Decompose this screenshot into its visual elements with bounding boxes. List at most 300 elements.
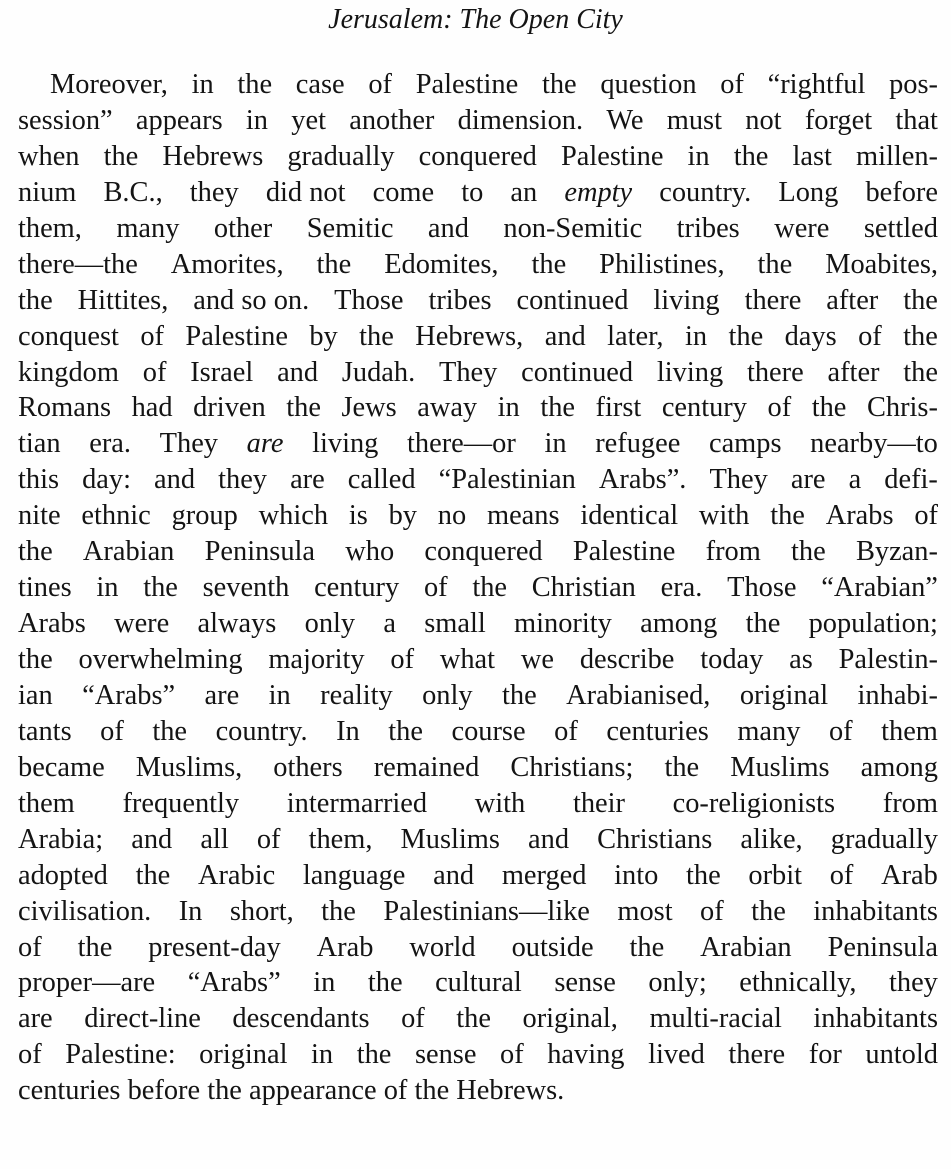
text-line [18, 1073, 938, 1109]
word: Hebrews [162, 140, 264, 172]
word: of [914, 500, 938, 532]
word: tants [18, 715, 72, 747]
word: only [422, 679, 473, 711]
text-line [18, 678, 938, 714]
text-line [18, 498, 938, 534]
word: of [140, 320, 164, 352]
word: yet [291, 104, 326, 136]
text-line [18, 355, 938, 391]
word: there—the [18, 248, 138, 280]
word: means [487, 500, 560, 532]
word: the [367, 967, 403, 999]
text-line [18, 822, 938, 858]
word: Arabic [197, 859, 276, 891]
word: them, [308, 823, 373, 855]
word: era. [89, 428, 131, 460]
word: in [687, 140, 710, 172]
word: inhabi- [857, 679, 938, 711]
word: tian [18, 428, 61, 460]
word: They [709, 464, 768, 496]
word: seventh [202, 572, 290, 604]
word: of [383, 1075, 415, 1107]
word: no [437, 500, 467, 532]
word: this [18, 464, 60, 496]
word: the [103, 140, 139, 172]
word: from [705, 536, 761, 568]
word: are [204, 679, 240, 711]
word: “rightful [767, 69, 866, 100]
word: Christians; [510, 751, 634, 783]
word: Christian [531, 572, 636, 604]
word: were [114, 608, 170, 640]
word: Arabs [825, 500, 894, 532]
word: of [829, 859, 854, 891]
word: describe [579, 644, 675, 675]
word: cultural [435, 967, 522, 999]
word: original [199, 1039, 288, 1071]
word: the [472, 572, 508, 604]
word: Moabites, [825, 248, 938, 280]
word: only [304, 608, 356, 640]
word: and [544, 320, 586, 352]
word: of [828, 715, 853, 747]
text-line [18, 786, 938, 822]
word: a [848, 464, 862, 496]
text-line [18, 67, 938, 103]
word: Hebrews, [415, 320, 524, 352]
word: untold [865, 1039, 938, 1071]
word: in [313, 967, 336, 999]
word: present-day [148, 931, 281, 963]
word: an [510, 176, 538, 208]
word: the [152, 715, 188, 747]
word: the [629, 931, 665, 963]
word: come [372, 176, 435, 208]
word: in [311, 1039, 334, 1071]
word: tribes [428, 284, 492, 316]
word: only; [648, 967, 707, 999]
word: the [733, 140, 769, 172]
word: lived [648, 1039, 705, 1071]
word: adopted [18, 859, 108, 891]
text-line [18, 570, 938, 606]
word: frequently [122, 787, 240, 819]
word: Arabs”. [598, 464, 687, 496]
word: multi-racial [649, 1003, 782, 1035]
word: Palestinians—like [383, 895, 590, 927]
word: identical [580, 500, 679, 532]
word: the [531, 248, 567, 280]
word: them [881, 715, 938, 747]
word: Palestin- [838, 644, 938, 675]
word: first [595, 392, 642, 424]
word: the [751, 895, 786, 927]
word: and so on. [193, 284, 310, 316]
word: today [700, 644, 764, 675]
word: small [424, 608, 486, 640]
word: conquered [424, 536, 543, 568]
word: world [409, 931, 476, 963]
word: Peninsula [827, 931, 938, 963]
word: Arabs [18, 608, 86, 640]
word: the [456, 1003, 491, 1035]
word: conquest [18, 320, 119, 352]
word: of [18, 1039, 42, 1071]
word: of [767, 392, 792, 424]
word: Muslims, [135, 751, 243, 783]
word: Israel [190, 356, 254, 388]
word: minority [514, 608, 612, 640]
word: proper—are [18, 967, 156, 999]
word: are [290, 464, 325, 496]
word: of [390, 644, 415, 675]
word: They [439, 356, 498, 388]
word: sense [554, 967, 616, 999]
word: most [617, 895, 673, 927]
word: Hebrews. [456, 1075, 565, 1107]
text-line [18, 247, 938, 283]
word: to [461, 176, 484, 208]
word: in [497, 392, 520, 424]
word: day: [82, 464, 131, 496]
text-line [18, 750, 938, 786]
word: which [258, 500, 329, 532]
word: the [207, 1075, 249, 1107]
word: ian [18, 679, 53, 711]
word: in [544, 428, 567, 460]
word: always [197, 608, 277, 640]
word: Judah. [341, 356, 416, 388]
text-line [18, 390, 938, 426]
word: tribes [676, 212, 740, 244]
word: the [791, 536, 826, 568]
word: pos- [889, 69, 938, 100]
word: of [700, 895, 724, 927]
word: the [286, 392, 321, 424]
word: are [246, 428, 284, 460]
text-line [18, 175, 938, 211]
word: is [348, 500, 368, 532]
word: They [159, 428, 218, 460]
word: short, [229, 895, 294, 927]
word: the [541, 69, 577, 100]
word: country. [215, 715, 308, 747]
word: the [18, 536, 53, 568]
word: settled [863, 212, 938, 244]
word: before [127, 1075, 208, 1107]
word: later, [607, 320, 664, 352]
word: dimension. [457, 104, 584, 136]
word: the [686, 859, 721, 891]
word: Peninsula [204, 536, 316, 568]
word: by [388, 500, 417, 532]
word: and [154, 464, 196, 496]
word: country. [659, 176, 752, 208]
word: after [826, 284, 879, 316]
word: the [414, 1075, 457, 1107]
word: not [745, 104, 782, 136]
word: of [100, 715, 124, 747]
word: are [18, 1003, 53, 1035]
word: original, [522, 1003, 618, 1035]
word: gradually [830, 823, 938, 855]
word: tines [18, 572, 72, 604]
word: forget [804, 104, 873, 136]
word: with [698, 500, 750, 532]
word: away [417, 392, 478, 424]
word: we [520, 644, 554, 675]
word: Palestine [185, 320, 288, 352]
word: session” [18, 104, 113, 136]
body-paragraph [18, 67, 938, 1109]
word: kingdom [18, 356, 119, 388]
word: many [116, 212, 180, 244]
word: descendants [232, 1003, 370, 1035]
word: the [388, 715, 423, 747]
word: orbit [748, 859, 803, 891]
word: group [171, 500, 238, 532]
word: there [746, 356, 804, 388]
text-line [18, 211, 938, 247]
word: intermarried [286, 787, 428, 819]
word: became [18, 751, 105, 783]
text-line [18, 858, 938, 894]
word: defi- [884, 464, 938, 496]
word: of [18, 931, 42, 963]
word: Palestine: [65, 1039, 176, 1071]
word: had [131, 392, 173, 424]
word: direct-line [84, 1003, 201, 1035]
word: case [295, 69, 345, 100]
word: as [789, 644, 813, 675]
word: after [827, 356, 880, 388]
word: there [728, 1039, 786, 1071]
word: nearby—to [810, 428, 938, 460]
word: Arab [316, 931, 374, 963]
word: having [547, 1039, 625, 1071]
word: who [345, 536, 395, 568]
word: the [664, 751, 700, 783]
word: among [860, 751, 938, 783]
word: Romans [18, 392, 112, 424]
word: living [656, 356, 724, 388]
word: they [218, 464, 267, 496]
text-line [18, 534, 938, 570]
word: centuries [606, 715, 709, 747]
text-line [18, 103, 938, 139]
word: nium [18, 176, 77, 208]
word: with [474, 787, 526, 819]
word: the [903, 320, 938, 352]
word: they [889, 967, 938, 999]
word: Arab [881, 859, 938, 891]
word: the [770, 500, 805, 532]
word: Arabian [82, 536, 175, 568]
word: inhabitants [813, 1003, 938, 1035]
word: Those [727, 572, 797, 604]
word: Arabia; [18, 823, 104, 855]
text-line [18, 139, 938, 175]
word: Edomites, [384, 248, 499, 280]
word: “Palestinian [438, 464, 576, 496]
text-line [18, 1037, 938, 1073]
word: in [684, 320, 708, 352]
word: Palestine [560, 140, 664, 172]
word: the [135, 859, 171, 891]
word: called [347, 464, 416, 496]
word: must [666, 104, 722, 136]
word: Muslims [730, 751, 830, 783]
word: non-Semitic [503, 212, 643, 244]
word: and [427, 212, 469, 244]
text-line [18, 894, 938, 930]
word: continued [521, 356, 634, 388]
word: Long [778, 176, 839, 208]
word: overwhelming [78, 644, 243, 675]
word: all [200, 823, 229, 855]
word: B.C., [103, 176, 163, 208]
word: century [661, 392, 747, 424]
word: ethnic [81, 500, 151, 532]
word: other [213, 212, 273, 244]
word: living [312, 428, 379, 460]
word: them, [18, 212, 82, 244]
running-head-title: Jerusalem: The Open City [328, 4, 623, 35]
text-line [18, 930, 938, 966]
word: ethnically, [739, 967, 857, 999]
text-line [18, 319, 938, 355]
word: the [811, 392, 847, 424]
word: camps [708, 428, 782, 460]
word: in [191, 69, 214, 100]
word: course [451, 715, 526, 747]
word: Arabianised, [566, 679, 711, 711]
word: were [774, 212, 830, 244]
word: they [189, 176, 239, 208]
word: Palestine [415, 69, 519, 100]
word: the [18, 644, 53, 675]
word: century [314, 572, 400, 604]
word: the [237, 69, 273, 100]
word: in [245, 104, 268, 136]
word: Muslims [400, 823, 500, 855]
word: outside [511, 931, 594, 963]
word: Philistines, [599, 248, 725, 280]
word: alike, [740, 823, 803, 855]
word: the [745, 608, 781, 640]
word: and [528, 823, 570, 855]
word: of [142, 356, 167, 388]
word: Palestine [572, 536, 676, 568]
word: there [744, 284, 802, 316]
word: for [808, 1039, 842, 1071]
word: of [423, 572, 448, 604]
word: of [256, 823, 281, 855]
word: Semitic [306, 212, 394, 244]
word: are [790, 464, 826, 496]
word: civilisation. [18, 895, 152, 927]
word: the [728, 320, 764, 352]
word: “Arabs” [82, 679, 176, 711]
word: of [401, 1003, 425, 1035]
word: the [540, 392, 575, 424]
word: days [784, 320, 837, 352]
word: population; [808, 608, 938, 640]
word: inhabitants [813, 895, 938, 927]
word: nite [18, 500, 61, 532]
word: Byzan- [855, 536, 938, 568]
word: In [178, 895, 203, 927]
word: last [792, 140, 832, 172]
text-line [18, 462, 938, 498]
word: of [500, 1039, 524, 1071]
word: the [903, 356, 938, 388]
word: Christians [597, 823, 713, 855]
word: there—or [407, 428, 516, 460]
word: the [143, 572, 178, 604]
word: the [757, 248, 793, 280]
word: Hittites, [77, 284, 169, 316]
word: into [614, 859, 659, 891]
word: the [359, 320, 394, 352]
word: of [858, 320, 882, 352]
word: “Arabs” [187, 967, 281, 999]
word: sense [414, 1039, 477, 1071]
text-line [18, 965, 938, 1001]
word: another [349, 104, 435, 136]
word: empty [564, 176, 633, 208]
word: the [903, 284, 938, 316]
word: and [131, 823, 173, 855]
word: appearance [248, 1075, 384, 1107]
word: did not [265, 176, 346, 208]
word: among [640, 608, 718, 640]
word: the [77, 931, 113, 963]
word: by [309, 320, 338, 352]
word: others [273, 751, 343, 783]
word: conquered [418, 140, 537, 172]
word: language [302, 859, 406, 891]
text-line [18, 1001, 938, 1037]
word: in [268, 679, 291, 711]
word: reality [320, 679, 393, 711]
text-line [18, 426, 938, 462]
text-line [18, 283, 938, 319]
word: driven [193, 392, 266, 424]
word: a [383, 608, 396, 640]
word: question [600, 69, 697, 100]
word: of [720, 69, 744, 100]
word: before [865, 176, 938, 208]
text-line [18, 642, 938, 678]
word: millen- [855, 140, 938, 172]
text-line [18, 606, 938, 642]
word: Amorites, [170, 248, 284, 280]
word: Chris- [866, 392, 938, 424]
word: in [96, 572, 119, 604]
word: what [439, 644, 496, 675]
word: centuries [18, 1075, 128, 1107]
word: original [739, 679, 829, 711]
word: the [356, 1039, 392, 1071]
word: In [336, 715, 360, 747]
word: of [554, 715, 578, 747]
word: era. [660, 572, 703, 604]
word: appears [135, 104, 223, 136]
word: and [277, 356, 319, 388]
word: many [737, 715, 801, 747]
word: continued [516, 284, 629, 316]
